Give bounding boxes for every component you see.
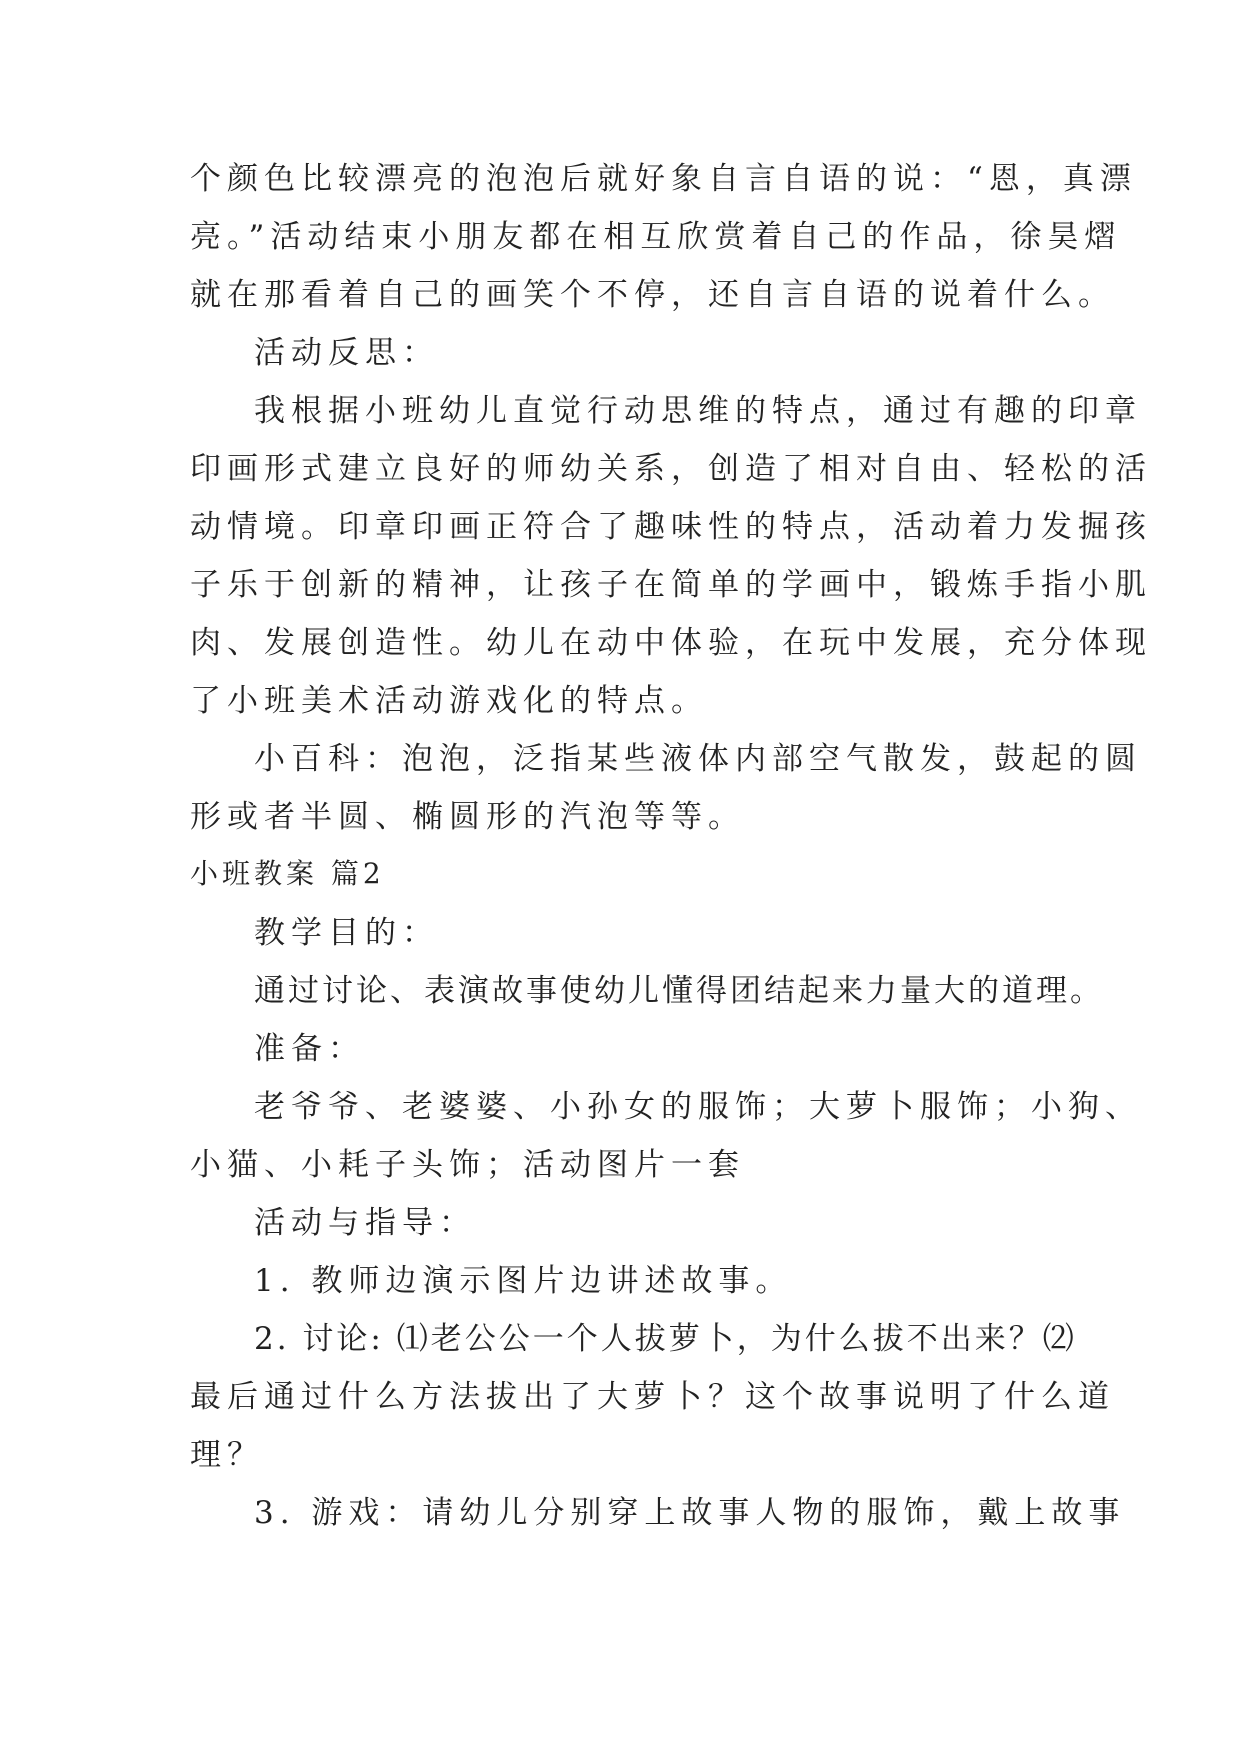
step-item: 1. 教师边演示图片边讲述故事。 [254, 1263, 793, 1299]
text-line: 理？ [190, 1437, 264, 1473]
text-line: 肉、发展创造性。幼儿在动中体验，在玩中发展，充分体现 [190, 625, 1152, 661]
step-item: 2. 讨论: ⑴老公公一个人拔萝卜，为什么拔不出来？⑵ [254, 1321, 1077, 1357]
prep-title: 准备： [254, 1031, 365, 1067]
goal-title: 教学目的： [254, 915, 439, 951]
text-line: 子乐于创新的精神，让孩子在简单的学画中，锻炼手指小肌 [190, 567, 1152, 603]
text-line: 形或者半圆、椭圆形的汽泡等等。 [190, 799, 745, 835]
text-line: 小百科：泡泡，泛指某些液体内部空气散发，鼓起的圆 [254, 741, 1142, 777]
text-line: 老爷爷、老婆婆、小孙女的服饰；大萝卜服饰；小狗、 [254, 1089, 1142, 1125]
reflection-title: 活动反思： [254, 335, 439, 371]
goal-body: 通过讨论、表演故事使幼儿懂得团结起来力量大的道理。 [254, 973, 1104, 1009]
text-line: 亮。”活动结束小朋友都在相互欣赏着自己的作品，徐昊熠 [190, 219, 1122, 255]
text-line: 最后通过什么方法拔出了大萝卜？这个故事说明了什么道 [190, 1379, 1115, 1415]
text-line: 印画形式建立良好的师幼关系，创造了相对自由、轻松的活 [190, 451, 1152, 487]
text-line: 我根据小班幼儿直觉行动思维的特点，通过有趣的印章 [254, 393, 1142, 429]
paragraph-reflection [190, 382, 1152, 730]
steps-list [190, 1252, 1126, 1542]
text-line: 个颜色比较漂亮的泡泡后就好象自言自语的说：“恩，真漂 [190, 161, 1137, 197]
text-line: 动情境。印章印画正符合了趣味性的特点，活动着力发掘孩 [190, 509, 1152, 545]
step-item: 3. 游戏：请幼儿分别穿上故事人物的服饰，戴上故事 [254, 1495, 1126, 1531]
paragraph-observation [190, 150, 1137, 324]
paragraph-encyclopedia [190, 730, 1142, 846]
section-heading: 小班教案 篇2 [190, 857, 385, 890]
text-line: 了小班美术活动游戏化的特点。 [190, 683, 708, 719]
text-line: 就在那看着自己的画笑个不停，还自言自语的说着什么。 [190, 277, 1115, 313]
text-line: 小猫、小耗子头饰；活动图片一套 [190, 1147, 745, 1183]
paragraph-preparation [190, 1078, 1142, 1194]
document-page [190, 150, 1152, 1542]
guide-title: 活动与指导： [254, 1205, 476, 1241]
